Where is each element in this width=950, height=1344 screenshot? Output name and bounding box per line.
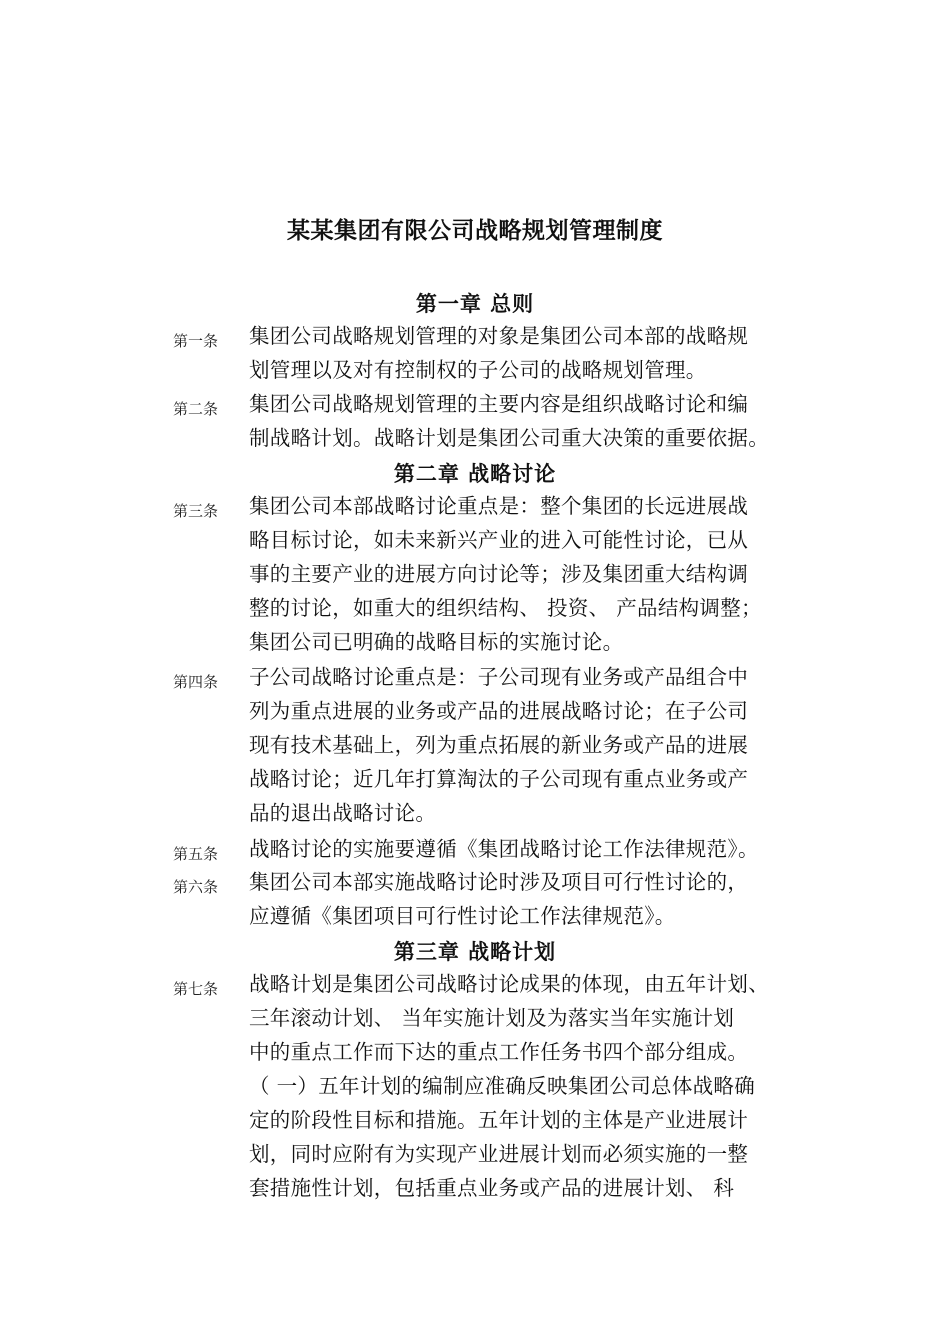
chapter-heading-3: 第三章 战略计划 [393,940,557,964]
article-line: 划，同时应附有为实现产业进展计划而必须实施的一整 [249,1142,749,1166]
article-line: 定的阶段性目标和措施。五年计划的主体是产业进展计 [249,1108,749,1132]
article-line: 事的主要产业的进展方向讨论等；涉及集团重大结构调 [249,562,749,586]
article-label-7: 第七条 [173,980,219,998]
article-line: 集团公司本部实施战略讨论时涉及项目可行性讨论的， [249,870,749,894]
article-text-6 [249,865,829,933]
article-line: （ 一）五年计划的编制应准确反映集团公司总体战略确 [249,1074,756,1098]
article-label-4: 第四条 [173,673,219,691]
article-text-1 [249,319,829,387]
article-text-7 [249,967,829,1205]
article-line: 集团公司战略规划管理的对象是集团公司本部的战略规 [249,324,749,348]
chapter-heading-2: 第二章 战略讨论 [393,462,557,486]
article-line: 集团公司本部战略讨论重点是：整个集团的长远进展战 [249,494,749,518]
article-line: 集团公司已明确的战略目标的实施讨论。 [249,630,624,654]
article-line: 中的重点工作而下达的重点工作任务书四个部分组成。 [249,1040,749,1064]
article-line: 整的讨论，如重大的组织结构、 投资、 产品结构调整； [249,596,762,620]
article-line: 战略讨论的实施要遵循《集团战略讨论工作法律规范》。 [249,837,759,861]
article-line: 现有技术基础上，列为重点拓展的新业务或产品的进展 [249,733,749,757]
article-line: 略目标讨论，如未来新兴产业的进入可能性讨论，已从 [249,528,749,552]
article-line: 套措施性计划，包括重点业务或产品的进展计划、 科 [249,1176,735,1200]
article-line: 战略计划是集团公司战略讨论成果的体现，由五年计划、 [249,972,769,996]
article-label-3: 第三条 [173,502,219,520]
chapter-heading-1: 第一章 总则 [415,292,535,316]
article-line: 制战略计划。战略计划是集团公司重大决策的重要依据。 [249,426,769,450]
article-line: 三年滚动计划、 当年实施计划及为落实当年实施计划 [249,1006,735,1030]
article-line: 子公司战略讨论重点是：子公司现有业务或产品组合中 [249,665,749,689]
article-line: 划管理以及对有控制权的子公司的战略规划管理。 [249,358,707,382]
article-line: 品的退出战略讨论。 [249,801,437,825]
page-title: 某某集团有限公司战略规划管理制度 [287,218,663,244]
article-text-3 [249,489,829,659]
article-label-1: 第一条 [173,332,219,350]
article-label-6: 第六条 [173,878,219,896]
article-label-2: 第二条 [173,400,219,418]
article-label-5: 第五条 [173,845,219,863]
article-text-5 [249,832,829,866]
article-line: 列为重点进展的业务或产品的进展战略讨论；在子公司 [249,699,749,723]
article-line: 战略讨论；近几年打算淘汰的子公司现有重点业务或产 [249,767,749,791]
article-line: 集团公司战略规划管理的主要内容是组织战略讨论和编 [249,392,749,416]
article-text-2 [249,387,829,455]
article-text-4 [249,660,829,830]
article-line: 应遵循《集团项目可行性讨论工作法律规范》。 [249,904,676,928]
